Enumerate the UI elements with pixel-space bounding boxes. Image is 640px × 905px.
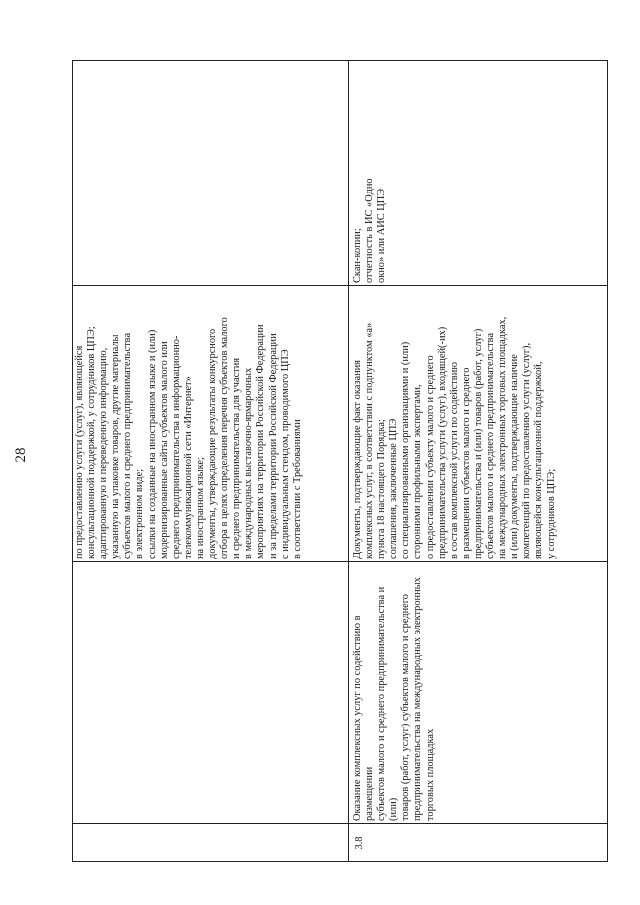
text-line: предпринимательства на международных электронных [412, 577, 424, 821]
text-line: предпринимательства и (или) товаров (работ, услуг) [472, 328, 484, 559]
page-number: 28 [13, 447, 29, 463]
row-number-cell: 3.8 [354, 836, 365, 850]
text-line: пункта 18 настоящего Порядка; [376, 419, 388, 559]
service-name-cell [348, 562, 608, 824]
text-line: товаров (работ, услуг) субъектов малого и среднего [400, 594, 412, 821]
text-line: и среднего предпринимательства для участия [231, 357, 243, 559]
documents-list [352, 289, 558, 559]
text-line: предпринимательства услуги (услуг), входящей(-их) [436, 326, 448, 559]
text-line: с индивидуальным стендом, проводимого ЦПЭ [279, 349, 291, 559]
text-line: и за пределами территории Российской Федерации [267, 333, 279, 559]
text-line: у сотрудников ЦПЭ; [545, 468, 557, 559]
text-line: сторонними профильными экспертами, [412, 384, 424, 559]
continuation-reporting-cell [72, 60, 348, 286]
documents-list [74, 289, 304, 559]
text-line: о предоставлении субъекту малого и среднего [424, 355, 436, 559]
reporting-text [352, 63, 388, 283]
reporting-cell [348, 60, 608, 286]
text-line: в электронном виде; [134, 468, 146, 559]
text-line: отчетность в ИС «Одно [364, 178, 376, 283]
requirements-table [72, 60, 608, 862]
text-line: компетенций по предоставлению услуги (услуг), [521, 342, 533, 559]
text-line: Скан-копии; [352, 228, 363, 283]
text-line: ссылки на созданные на иностранном языке и (или) [146, 329, 158, 559]
continuation-service-cell [72, 562, 348, 824]
text-line: документы, утверждающие результаты конкурсного [207, 328, 219, 559]
text-line: модернизированные сайты субъектов малого или [158, 341, 170, 559]
text-line: мероприятиях на территории Российской Федерации [255, 324, 267, 559]
documents-cell [348, 286, 608, 562]
text-line: по предоставлению услуги (услуг), являющейся [74, 345, 85, 559]
text-line: в соответствии с Требованиями [291, 419, 303, 559]
continuation-documents-cell [72, 286, 348, 562]
continuation-number-cell [72, 824, 348, 862]
text-line: окно» или АИС ЦПЭ [376, 188, 388, 283]
text-line: субъектов малого и среднего предпринимательства [485, 332, 497, 559]
text-line: в международных выставочно-ярмарочных [243, 367, 255, 559]
text-line: в размещении субъектов малого и среднего [460, 367, 472, 559]
text-line: консультационной поддержкой, у сотрудников ЦПЭ; [86, 326, 98, 559]
text-line: телекоммуникационной сети «Интернет» [182, 376, 194, 559]
service-name-text [352, 565, 437, 821]
text-line: адаптированную и переведенную информацию, [98, 347, 110, 559]
text-line: соглашения, заключенные ЦПЭ [388, 418, 400, 559]
text-line: на международных электронных торговых площадках, [497, 316, 509, 559]
text-line: указанную на упаковке товаров, другие материалы [110, 334, 122, 559]
text-line: субъектов малого и среднего предпринимательства [122, 332, 134, 559]
text-line: со специализированными организациями и (или) [400, 341, 412, 559]
text-line: являющейся консультационной поддержкой, [533, 361, 545, 559]
text-line: Оказание комплексных услуг по содействию в размещении [352, 615, 376, 821]
text-line: торговых площадках [424, 728, 436, 821]
text-line: среднего предпринимательства в информационно- [170, 335, 182, 559]
text-line: отбора в целях определения перечня субъектов малого [219, 317, 231, 559]
text-line: и (или) документы, подтверждающие наличие [509, 354, 521, 559]
text-line: комплексных услуг, в соответствии с подпунктом «а» [364, 322, 376, 559]
text-line: субъектов малого и среднего предпринимательства и (или) [376, 586, 400, 821]
text-line: на иностранном языке; [194, 457, 206, 559]
text-line: Документы, подтверждающие факт оказания [352, 360, 363, 559]
text-line: в состав комплексной услуги по содействию [448, 361, 460, 559]
